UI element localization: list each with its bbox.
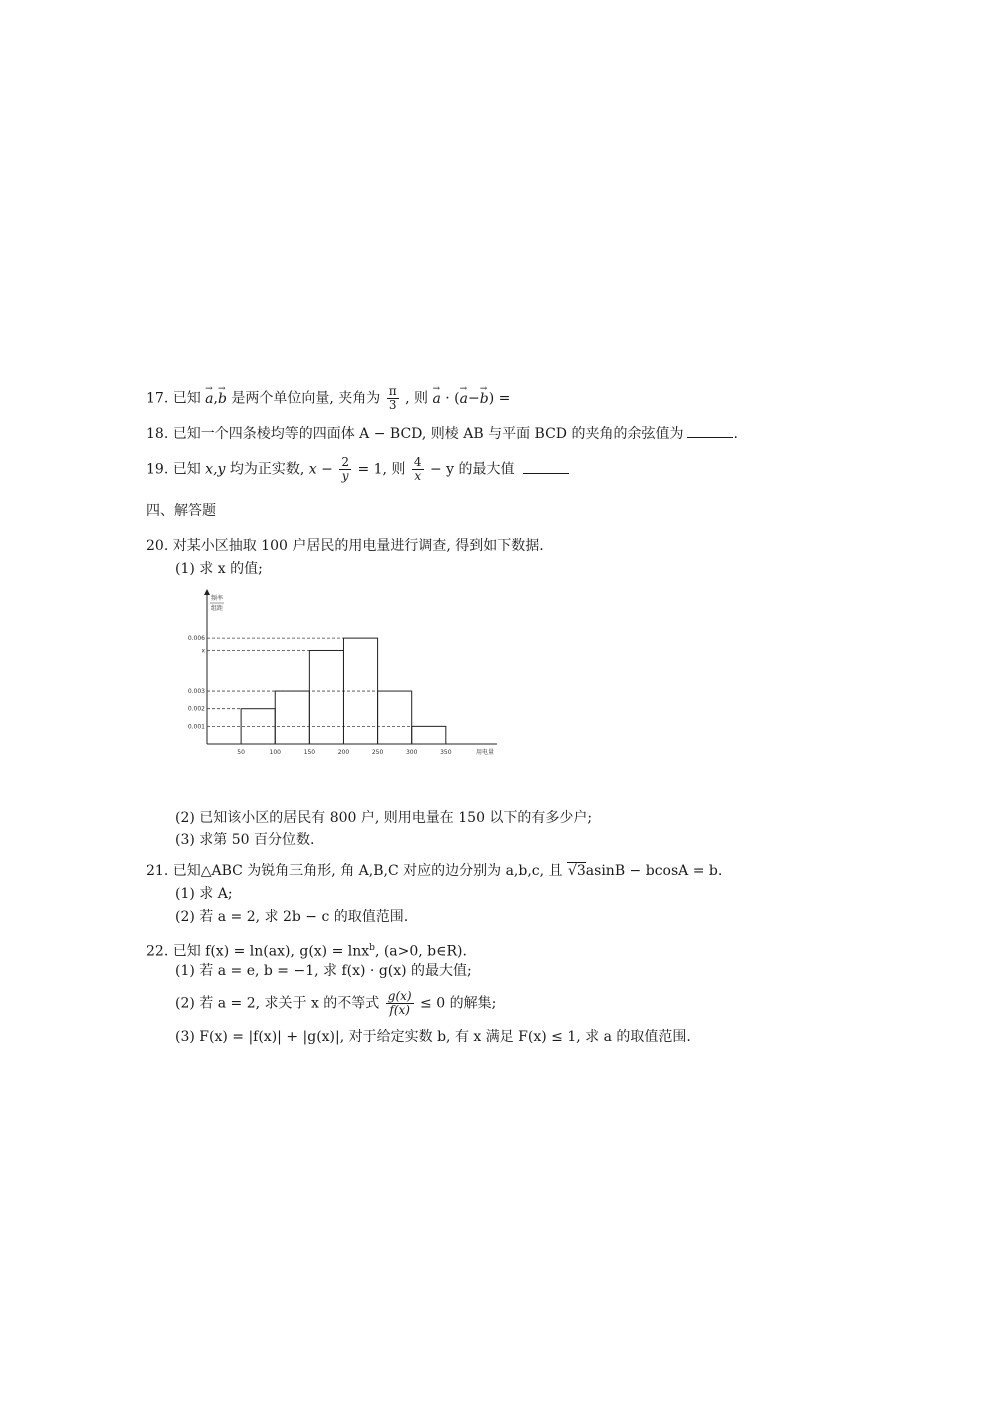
q17-text-2: 是两个单位向量, 夹角为: [231, 390, 381, 407]
q22-stem-b: , (a>0, b∈R).: [374, 943, 467, 960]
x-tick-label: 100: [269, 749, 281, 756]
vector-a: → a: [460, 389, 468, 409]
y-tick-label: 0.001: [187, 723, 205, 731]
q19-vars: x,y: [205, 461, 226, 478]
q21-part-2: (2) 若 a = 2, 求 2b − c 的取值范围.: [175, 909, 409, 925]
y-tick-label: 0.002: [187, 705, 205, 713]
histogram-bar: [275, 691, 309, 744]
q22-part-1: (1) 若 a = e, b = −1, 求 f(x) · g(x) 的最大值;: [175, 963, 472, 979]
q17-text-3: , 则: [405, 390, 429, 407]
q19-target-fraction: $\frac{4}{x}$: [413, 455, 422, 483]
q22-part-2-text-a: (2) 若 a = 2, 求关于 x 的不等式: [175, 995, 380, 1012]
q22-stem: 22. 已知 f(x) = ln(ax), g(x) = lnx: [146, 943, 370, 960]
q17-number: 17.: [146, 390, 169, 407]
q22-part-2-text-b: ≤ 0 的解集;: [420, 995, 497, 1012]
histogram-chart: [180, 588, 500, 764]
x-tick-label: 150: [303, 749, 316, 756]
q21-part-1: (1) 求 A;: [175, 886, 233, 902]
q17-text-4: =: [498, 390, 511, 407]
answer-blank: [687, 423, 733, 438]
question-19: 19. 已知 x,y 均为正实数, x − $\frac{2}{y}$ = 1, 则 $\frac{4}{x}$ − y 的最大值: [146, 456, 569, 483]
q22-exponent: b: [369, 943, 375, 953]
vector-a: → a: [432, 389, 440, 409]
x-axis-label: 用电量: [475, 749, 495, 756]
vector-a: → a: [205, 389, 213, 409]
y-tick-label: 0.003: [187, 688, 205, 696]
q22-part-2: [175, 990, 496, 1017]
x-tick-label: 50: [237, 749, 245, 756]
histogram-bar: [309, 650, 343, 744]
vector-b: → b: [480, 389, 489, 409]
histogram-bar: [378, 691, 412, 744]
q20-part-3: (3) 求第 50 百分位数.: [175, 832, 315, 848]
vector-b: → b: [218, 389, 227, 409]
x-tick-label: 300: [405, 749, 418, 756]
question-18: 18. 已知一个四条棱均等的四面体 A − BCD, 则棱 AB 与平面 BCD 的夹角的余弦值为 .: [146, 423, 738, 444]
sqrt-3: √3: [567, 863, 586, 879]
question-22: [146, 938, 467, 962]
q20-part-1: (1) 求 x 的值;: [175, 561, 263, 577]
y-axis-label-bottom: 组距: [211, 605, 224, 612]
q19-text-4: − y 的最大值: [429, 461, 515, 478]
q19-text-2: 均为正实数,: [229, 461, 305, 478]
inequality-fraction: $\frac{g(x)}{f(x)}$: [387, 989, 412, 1017]
y-tick-label: x: [201, 647, 205, 655]
x-tick-label: 250: [371, 749, 384, 756]
q20-stem: 20. 对某小区抽取 100 户居民的用电量进行调查, 得到如下数据.: [146, 538, 544, 554]
answer-blank: [523, 459, 569, 474]
q22-part-3: (3) F(x) = |f(x)| + |g(x)|, 对于给定实数 b, 有 x 满足 F(x) ≤ 1, 求 a 的取值范围.: [175, 1029, 691, 1045]
y-tick-label: 0.006: [187, 635, 205, 643]
histogram-bar: [412, 726, 446, 744]
q21-stem-a: 21. 已知△ABC 为锐角三角形, 角 A,B,C 对应的边分别为 a,b,c, 且: [146, 863, 567, 879]
y-axis-label-top: 频率: [211, 595, 224, 602]
q17-text-1: 已知: [172, 390, 201, 407]
q20-part-2: (2) 已知该小区的居民有 800 户, 则用电量在 150 以下的有多少户;: [175, 810, 593, 826]
q19-text-3: = 1, 则: [357, 461, 406, 478]
x-tick-label: 350: [440, 749, 452, 756]
angle-fraction: $\frac{\pi}{3}$: [388, 384, 397, 412]
q18-text: 18. 已知一个四条棱均等的四面体 A − BCD, 则棱 AB 与平面 BCD 的夹角的余弦值为: [146, 426, 684, 442]
section-title: 四、解答题: [146, 503, 216, 519]
x-tick-label: 200: [337, 749, 350, 756]
q21-stem-b: asinB − bcosA = b.: [585, 863, 723, 879]
q19-eq-fraction: $\frac{2}{y}$: [341, 455, 349, 483]
q19-text-1: 19. 已知: [146, 461, 201, 478]
question-21: [146, 861, 722, 881]
question-17: 17. 已知 → a,→ b 是两个单位向量, 夹角为 $\frac{\pi}{3}$ , 则 → a · (→ a−→ b) =: [146, 385, 510, 412]
